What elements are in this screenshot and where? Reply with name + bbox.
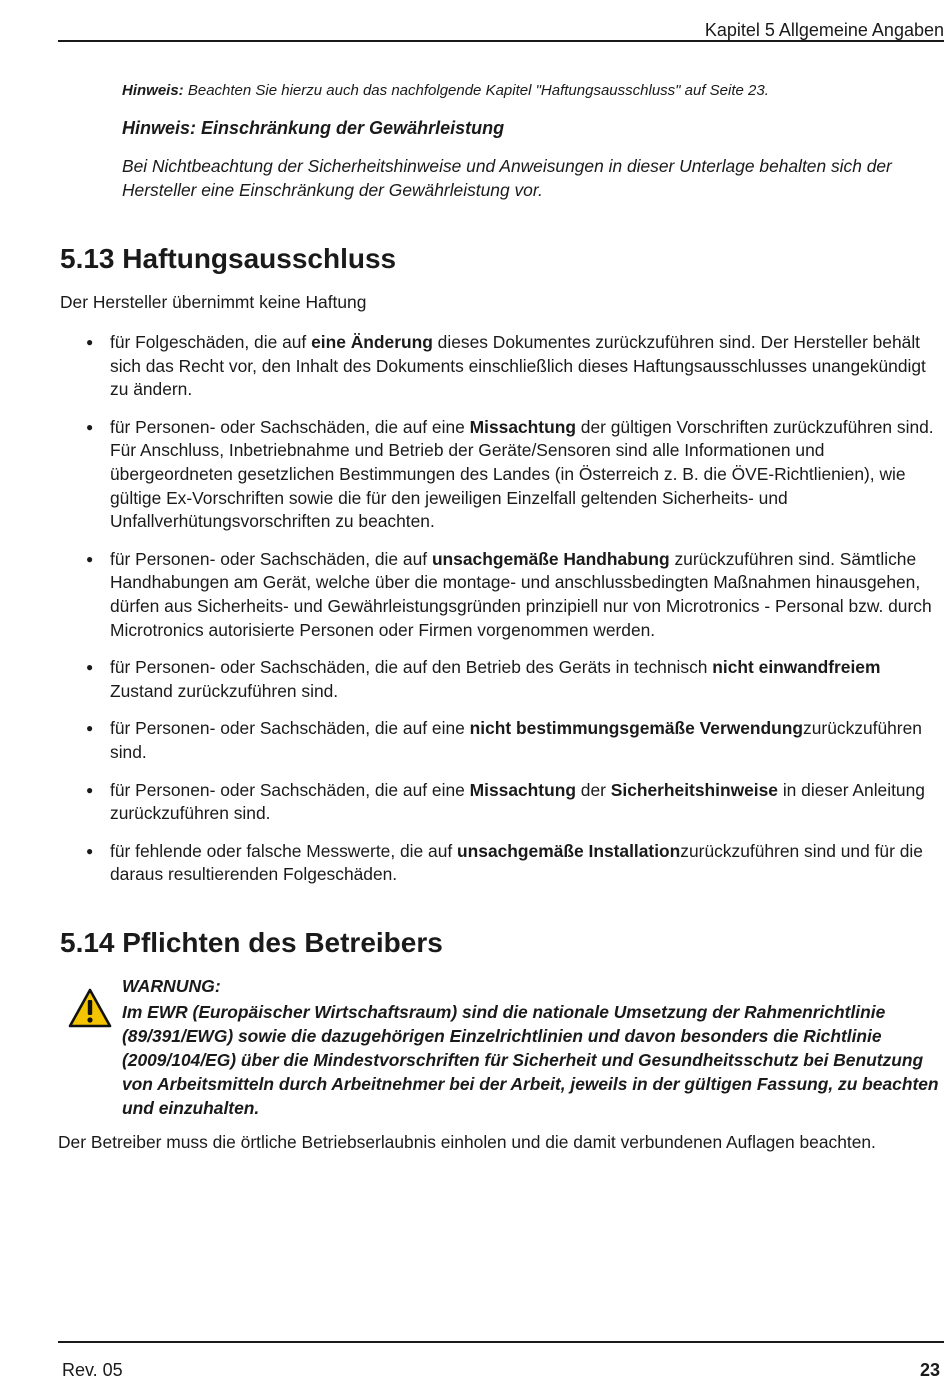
header-rule [58, 40, 944, 42]
operator-note: Der Betreiber muss die örtliche Betriebserlaubnis einholen und die damit verbundenen Auflagen beachten. [58, 1132, 876, 1152]
bullet-icon: ● [86, 721, 94, 736]
liability-list [86, 331, 946, 901]
page-header-title: Kapitel 5 Allgemeine Angaben [704, 20, 944, 40]
section-intro: Der Hersteller übernimmt keine Haftung [60, 292, 367, 312]
list-item: ● für Personen- oder Sachschäden, die auf eine Missachtung der gültigen Vorschriften zurückzuführen sind. Für Anschluss, Inbetriebnahme und Betrieb der Geräte/Sensoren sind alle Informationen und übergeordneten gesetzlichen Bestimmungen des Landes (in Österreich z. B. die ÖVE-Richtlienien), wie gültige Ex-Vorschriften sowie die für den jeweiligen Einzelfall geltenden Sicherheits- und Unfallverhütungsvorschriften zu beachten. [86, 416, 934, 532]
bullet-icon: ● [86, 782, 94, 797]
warning-title: WARNUNG: [122, 976, 221, 996]
note-label: Hinweis: [122, 82, 184, 99]
warranty-note-heading: Hinweis: Einschränkung der Gewährleistung [122, 118, 505, 138]
bullet-icon: ● [86, 419, 94, 434]
warranty-note-body: Bei Nichtbeachtung der Sicherheitshinweise und Anweisungen in dieser Unterlage behalten sich der Hersteller eine Einschränkung der Gewährleistung vor. [122, 156, 892, 200]
footer-rule [58, 1341, 944, 1343]
page-number: 23 [919, 1360, 940, 1380]
bullet-icon: ● [86, 335, 94, 349]
bullet-icon: ● [86, 843, 94, 858]
warning-body: Im EWR (Europäischer Wirtschaftsraum) sind die nationale Umsetzung der Rahmenrichtlinie (89/391/EWG) sowie die dazugehörigen Einzelrichtlinien und davon besonders die Richtlinie (2009/104/EG) über die Mindestvorschriften für Sicherheit und Gesundheitsschutz bei Benutzung von Arbeitsmitteln durch Arbeitnehmer bei der Arbeit, jeweils in der gültigen Fassung, zu beachten und einzuhalten. [122, 1002, 939, 1118]
list-item: ● für Folgeschäden, die auf eine Änderung dieses Dokumentes zurückzuführen sind. Der Hersteller behält sich das Recht vor, den Inhalt des Dokuments einschließlich dieses Haftungsausschlusses unangekündigt zu ändern. [86, 332, 926, 400]
note-reference [122, 82, 769, 99]
list-item: ● für Personen- oder Sachschäden, die auf eine nicht bestimmungsgemäße Verwendungzurückzuführen sind. [86, 718, 922, 762]
note-reference-text: Beachten Sie hierzu auch das nachfolgende Kapitel "Haftungsausschluss" auf Seite 23. [183, 82, 769, 99]
list-item: ● für fehlende oder falsche Messwerte, die auf unsachgemäße Installationzurückzuführen sind und für die daraus resultierenden Folgeschäden. [86, 840, 923, 885]
revision-label: Rev. 05 [62, 1360, 123, 1380]
list-item: ● für Personen- oder Sachschäden, die auf unsachgemäße Handhabung zurückzuführen sind. Sämtliche Handhabungen am Gerät, welche über die montage- und anschlussbedingten Maßnahmen hinausgehen, dürfen aus Sicherheits- und Gewährleistungsgründen prinzipiell nur von Microtronics - Personal bzw. durch Microtronics autorisierte Personen oder Firmen vorgenommen werden. [86, 548, 932, 640]
list-item: ● für Personen- oder Sachschäden, die auf eine Missachtung der Sicherheitshinweise in dieser Anleitung zurückzuführen sind. [86, 779, 925, 824]
section-title-pflichten: 5.14 Pflichten des Betreibers [60, 927, 443, 958]
list-item: ● für Personen- oder Sachschäden, die auf den Betrieb des Geräts in technisch nicht einwandfreiem Zustand zurückzuführen sind. [86, 657, 881, 701]
bullet-icon: ● [86, 551, 94, 566]
bullet-icon: ● [86, 660, 94, 675]
warning-triangle-icon [68, 988, 112, 1028]
section-title-haftungsausschluss: 5.13 Haftungsausschluss [60, 243, 397, 274]
